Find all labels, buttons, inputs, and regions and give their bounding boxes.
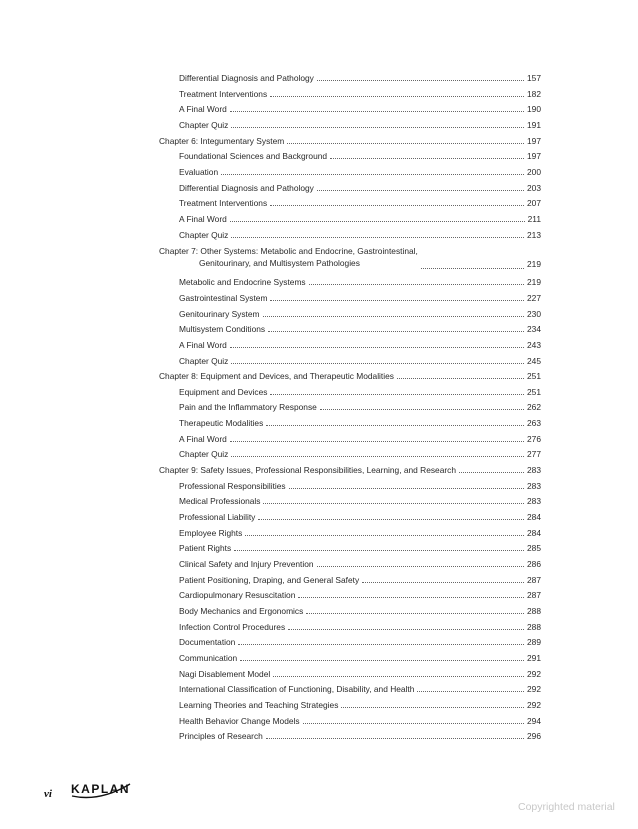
toc-leader-dots [266, 731, 524, 739]
toc-entry-title: Evaluation [179, 166, 219, 177]
toc-section-entry [179, 543, 541, 553]
table-of-contents [0, 73, 638, 747]
toc-leader-dots [397, 371, 524, 379]
toc-entry-title: A Final Word [179, 213, 227, 224]
toc-section-entry [179, 402, 541, 412]
toc-entry-title: Communication [179, 652, 238, 663]
toc-leader-dots [238, 637, 524, 645]
toc-section-entry [179, 89, 541, 99]
toc-section-entry [179, 214, 541, 224]
toc-leader-dots [341, 700, 524, 708]
toc-entry-title: Metabolic and Endocrine Systems [179, 277, 306, 288]
toc-leader-dots [234, 543, 524, 551]
toc-entry-title: Multisystem Conditions [179, 324, 266, 335]
toc-entry-title: Patient Rights [179, 543, 232, 554]
toc-entry-title: Cardiopulmonary Resuscitation [179, 590, 296, 601]
toc-page-number: 219 [527, 259, 541, 270]
toc-leader-dots [230, 340, 524, 348]
toc-section-entry [179, 716, 541, 726]
toc-entry-title: Treatment Interventions [179, 88, 268, 99]
toc-page-number: 296 [527, 731, 541, 742]
toc-leader-dots [270, 89, 524, 97]
toc-page-number: 294 [527, 715, 541, 726]
toc-entry-title: Learning Theories and Teaching Strategies [179, 699, 339, 710]
toc-page-number: 243 [527, 339, 541, 350]
toc-leader-dots [230, 434, 524, 442]
toc-page-number: 157 [527, 73, 541, 83]
toc-page-number: 230 [527, 308, 541, 319]
toc-leader-dots [230, 214, 525, 222]
toc-entry-title: Patient Positioning, Draping, and General Safety [179, 574, 360, 585]
toc-section-entry [179, 277, 541, 287]
toc-page-number: 292 [527, 699, 541, 710]
toc-leader-dots [306, 606, 524, 614]
toc-entry-title: Chapter 9: Safety Issues, Professional Responsibilities, Learning, and Research [159, 465, 457, 476]
toc-page-number: 284 [527, 512, 541, 523]
toc-section-entry [179, 622, 541, 632]
toc-section-entry [179, 167, 541, 177]
toc-section-entry [179, 590, 541, 600]
toc-page-number: 200 [527, 166, 541, 177]
toc-section-entry [179, 151, 541, 161]
toc-entry-title: Chapter Quiz [179, 355, 229, 366]
toc-entry-title: Equipment and Devices [179, 386, 268, 397]
toc-entry-title: A Final Word [179, 433, 227, 444]
toc-page-number: 211 [527, 213, 541, 224]
toc-page-number: 182 [527, 88, 541, 99]
toc-entry-title: Medical Professionals [179, 496, 261, 507]
toc-chapter-entry [159, 245, 541, 269]
toc-page-number: 191 [527, 119, 541, 130]
toc-page-number: 251 [527, 386, 541, 397]
toc-entry-title: Health Behavior Change Models [179, 715, 300, 726]
toc-page-number: 197 [527, 151, 541, 162]
toc-page-number: 213 [527, 229, 541, 240]
toc-section-entry [179, 637, 541, 647]
toc-leader-dots [317, 559, 524, 567]
toc-page-number: 283 [527, 496, 541, 507]
toc-page-number: 291 [527, 652, 541, 663]
toc-entry-title: Clinical Safety and Injury Prevention [179, 559, 314, 570]
toc-leader-dots [245, 528, 524, 536]
toc-leader-dots [362, 575, 524, 583]
toc-entry-title: Chapter Quiz [179, 449, 229, 460]
toc-leader-dots [230, 104, 524, 112]
toc-section-entry [179, 449, 541, 459]
toc-page-number: 283 [527, 465, 541, 476]
toc-leader-dots [270, 198, 524, 206]
toc-section-entry [179, 340, 541, 350]
toc-entry-title: Gastrointestinal System [179, 292, 268, 303]
toc-page-number: 251 [527, 371, 541, 382]
toc-leader-dots [270, 293, 524, 301]
toc-page-number: 245 [527, 355, 541, 366]
toc-leader-dots [289, 481, 524, 489]
toc-section-entry [179, 183, 541, 193]
toc-page-number: 292 [527, 684, 541, 695]
publisher-logo: KAPLAN [71, 782, 130, 796]
toc-entry-title-line2: Genitourinary, and Multisystem Pathologies [199, 258, 360, 269]
toc-section-entry [179, 559, 541, 569]
toc-leader-dots [263, 309, 524, 317]
toc-page-number: 284 [527, 527, 541, 538]
toc-section-entry [179, 418, 541, 428]
toc-chapter-entry [159, 136, 541, 146]
toc-leader-dots [288, 622, 524, 630]
toc-entry-title: Documentation [179, 637, 236, 648]
toc-section-entry [179, 496, 541, 506]
toc-page-number: 287 [527, 574, 541, 585]
toc-page-number: 283 [527, 480, 541, 491]
toc-page-number: 292 [527, 668, 541, 679]
toc-leader-dots [298, 590, 524, 598]
toc-chapter-entry [159, 371, 541, 381]
toc-section-entry [179, 309, 541, 319]
toc-section-entry [179, 293, 541, 303]
toc-leader-dots [266, 418, 524, 426]
toc-section-entry [179, 700, 541, 710]
toc-entry-title: Principles of Research [179, 731, 263, 742]
copyright-watermark: Copyrighted material [518, 801, 615, 813]
toc-entry-title: International Classification of Functioning, Disability, and Health [179, 684, 415, 695]
toc-entry-title: Chapter Quiz [179, 229, 229, 240]
toc-entry-title: Differential Diagnosis and Pathology [179, 182, 314, 193]
toc-leader-dots [231, 356, 524, 364]
page-number: vi [44, 788, 52, 800]
toc-entry-title [159, 245, 418, 269]
toc-section-entry [179, 481, 541, 491]
toc-entry-title: Foundational Sciences and Background [179, 151, 328, 162]
toc-page-number: 276 [527, 433, 541, 444]
toc-section-entry [179, 387, 541, 397]
toc-section-entry [179, 731, 541, 741]
toc-leader-dots [221, 167, 524, 175]
toc-leader-dots [231, 449, 524, 457]
toc-section-entry [179, 653, 541, 663]
toc-page-number: 263 [527, 418, 541, 429]
toc-entry-title: Professional Responsibilities [179, 480, 286, 491]
toc-page-number: 190 [527, 104, 541, 115]
toc-section-entry [179, 73, 541, 83]
toc-entry-title: Chapter 8: Equipment and Devices, and Therapeutic Modalities [159, 371, 394, 382]
toc-leader-dots [320, 402, 524, 410]
toc-entry-title: Nagi Disablement Model [179, 668, 271, 679]
toc-page-number: 289 [527, 637, 541, 648]
toc-page-number: 262 [527, 402, 541, 413]
toc-leader-dots [421, 261, 524, 269]
toc-leader-dots [231, 230, 524, 238]
toc-leader-dots [309, 277, 524, 285]
toc-entry-title: Professional Liability [179, 512, 256, 523]
toc-page-number: 287 [527, 590, 541, 601]
toc-leader-dots [317, 73, 524, 81]
toc-entry-title-line1: Chapter 7: Other Systems: Metabolic and Endocrine, Gastrointestinal, [159, 246, 418, 257]
toc-section-entry [179, 669, 541, 679]
toc-leader-dots [258, 512, 524, 520]
toc-section-entry [179, 356, 541, 366]
toc-entry-title: Body Mechanics and Ergonomics [179, 606, 304, 616]
toc-page-number: 207 [527, 198, 541, 209]
toc-section-entry [179, 528, 541, 538]
toc-entry-title: Therapeutic Modalities [179, 418, 264, 429]
toc-page-number: 288 [527, 606, 541, 616]
toc-section-entry [179, 230, 541, 240]
toc-section-entry [179, 434, 541, 444]
toc-entry-title: Treatment Interventions [179, 198, 268, 209]
toc-page-number: 197 [527, 135, 541, 146]
toc-page-number: 285 [527, 543, 541, 554]
toc-leader-dots [459, 465, 524, 473]
toc-entry-title: Infection Control Procedures [179, 621, 286, 632]
toc-leader-dots [240, 653, 524, 661]
toc-section-entry [179, 198, 541, 208]
toc-section-entry [179, 104, 541, 114]
toc-entry-title: Employee Rights [179, 527, 243, 538]
toc-section-entry [179, 324, 541, 334]
toc-leader-dots [268, 324, 524, 332]
toc-leader-dots [231, 120, 524, 128]
toc-page-number: 219 [527, 277, 541, 288]
toc-leader-dots [303, 716, 524, 724]
toc-entry-title: A Final Word [179, 104, 227, 115]
toc-leader-dots [270, 387, 524, 395]
toc-leader-dots [273, 669, 524, 677]
toc-leader-dots [330, 151, 524, 159]
toc-leader-dots [417, 684, 524, 692]
toc-chapter-entry [159, 465, 541, 475]
toc-page-number: 288 [527, 621, 541, 632]
toc-section-entry [179, 684, 541, 694]
toc-page-number: 286 [527, 559, 541, 570]
toc-page-number: 234 [527, 324, 541, 335]
toc-entry-title: Chapter Quiz [179, 119, 229, 130]
toc-page-number: 203 [527, 182, 541, 193]
toc-section-entry [179, 120, 541, 130]
toc-entry-title: Pain and the Inflammatory Response [179, 402, 317, 413]
toc-page-number: 227 [527, 292, 541, 303]
toc-entry-title: Differential Diagnosis and Pathology [179, 73, 314, 83]
toc-section-entry [179, 512, 541, 522]
toc-leader-dots [317, 183, 524, 191]
toc-leader-dots [287, 136, 524, 144]
toc-leader-dots [263, 496, 524, 504]
toc-entry-title: Genitourinary System [179, 308, 260, 319]
toc-section-entry [179, 575, 541, 585]
toc-entry-title: A Final Word [179, 339, 227, 350]
toc-section-entry [179, 606, 541, 616]
toc-entry-title: Chapter 6: Integumentary System [159, 135, 285, 146]
toc-page-number: 277 [527, 449, 541, 460]
